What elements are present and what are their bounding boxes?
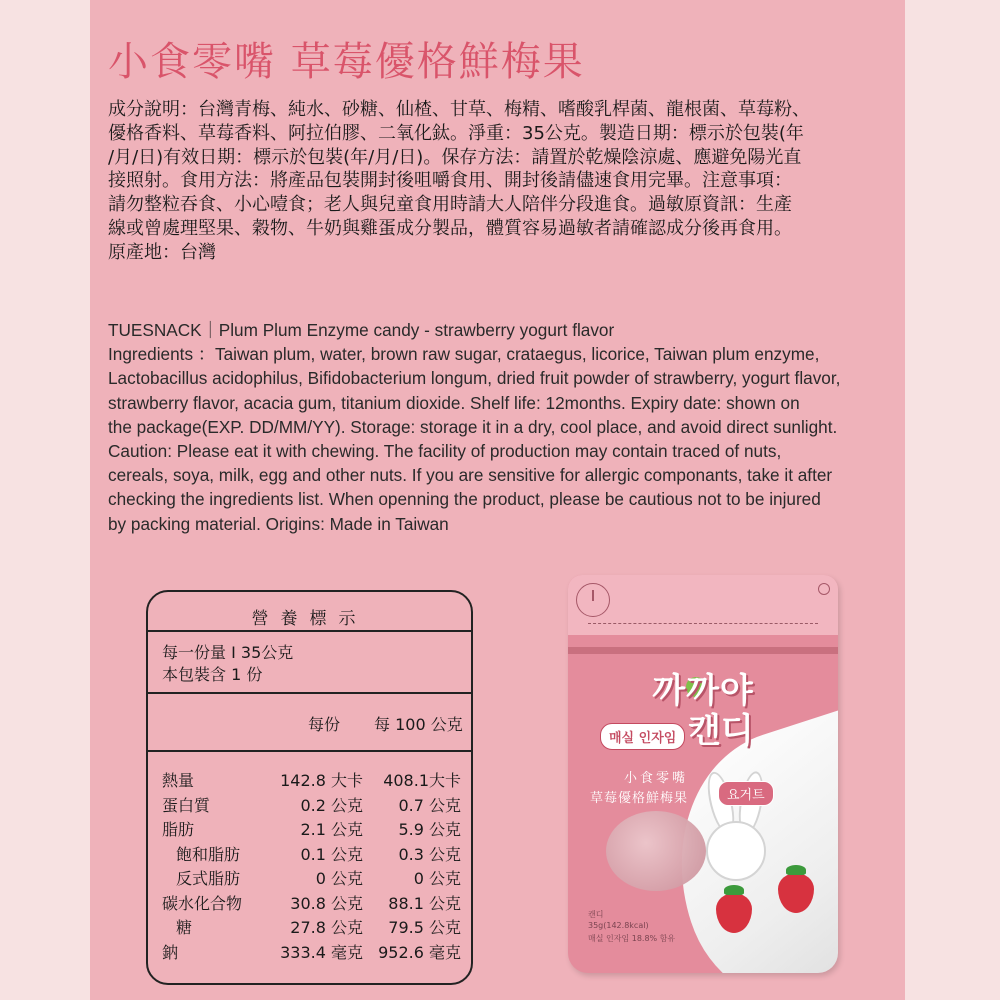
per-serving-value: 0 公克 (315, 869, 363, 888)
per-serving-value: 0.2 公克 (300, 795, 363, 815)
hang-hole-icon (818, 583, 830, 595)
per-100g-value: 952.6 毫克 (378, 942, 461, 962)
nutrition-row (148, 793, 471, 818)
per-100g-value: 5.9 公克 (398, 820, 461, 839)
chinese-description (108, 98, 898, 265)
zipper (568, 647, 838, 654)
english-description (108, 318, 898, 536)
nutrition-row (148, 866, 471, 891)
per-serving-value: 333.4 毫克 (280, 942, 363, 962)
nutrition-row (148, 768, 471, 793)
en-line: TUESNACK｜Plum Plum Enzyme candy - strawberry yogurt flavor (108, 320, 615, 340)
nutrient-label: 糖 (176, 918, 193, 937)
en-line: cereals, soya, milk, egg and other nuts. If you are sensitive for allergic componants, take it after (108, 465, 833, 486)
nutrition-row (148, 940, 471, 965)
zh-line: 成分說明：台灣青梅、純水、砂糖、仙楂、甘草、梅精、嗜酸乳桿菌、龍根菌、草莓粉、 (108, 99, 810, 120)
en-line: Ingredients ：Taiwan plum, water, brown raw sugar, crataegus, licorice, Taiwan plum enzyme, (108, 344, 820, 365)
package-body (568, 575, 838, 973)
nutrient-label: 脂肪 (162, 820, 195, 839)
nutrient-label: 碳水化合物 (162, 893, 243, 913)
nutrition-row (148, 817, 471, 842)
nutrient-label: 反式脂肪 (176, 869, 241, 888)
nutrition-row (148, 915, 471, 940)
per-serving-value: 2.1 公克 (300, 820, 363, 839)
nutrient-label: 熱量 (162, 771, 195, 790)
en-line: Caution: Please eat it with chewing. The facility of production may contain traced of nuts, (108, 441, 782, 462)
per-100g-value: 0 公克 (413, 869, 461, 888)
package-flavor-badge: 요거트 (718, 781, 774, 806)
per-100g-value: 79.5 公克 (388, 918, 461, 937)
serving-size: 每一份量 I 35公克 (162, 643, 294, 662)
product-title: 小食零嘴 草莓優格鮮梅果 (108, 39, 585, 85)
zh-line: 優格香料、草莓香料、阿拉伯膠、二氧化鈦。淨重：35公克。製造日期：標示於包裝(年 (108, 122, 804, 144)
clock-logo-icon (576, 583, 610, 617)
per-100g-value: 0.3 公克 (398, 844, 461, 864)
servings-per-pack: 本包裝含 1 份 (162, 665, 263, 684)
en-line: by packing material. Origins: Made in Taiwan (108, 513, 449, 534)
en-line: checking the ingredients list. When openning the product, please be cautious not to be injured (108, 489, 821, 510)
zh-line: /月/日)有效日期：標示於包裝(年/月/日)。保存方法：請置於乾燥陰涼處、應避免陽光直 (108, 146, 802, 168)
nutrient-label: 鈉 (162, 942, 179, 962)
per-100g-value: 0.7 公克 (398, 795, 461, 815)
en-line: strawberry flavor, acacia gum, titanium dioxide. Shelf life: 12months. Expiry date: shown on (108, 392, 800, 413)
per-100g-value: 88.1 公克 (388, 893, 461, 913)
divider (148, 750, 471, 752)
package-brand: 까까야 (652, 671, 754, 711)
nutrient-label: 飽和脂肪 (176, 844, 241, 864)
nutrition-title: 營養標示 (251, 609, 368, 629)
package-small-text: 매실 인자임 18.8% 함유 (588, 934, 676, 943)
package-sticker: 매실 인자임 (600, 723, 685, 750)
divider (148, 692, 471, 694)
per-serving-value: 27.8 公克 (290, 918, 363, 937)
en-line: the package(EXP. DD/MM/YY). Storage: storage it in a dry, cool place, and avoid direct sunlight. (108, 416, 838, 437)
col-per-100g: 每 100 公克 (374, 715, 463, 734)
candy-window (606, 811, 706, 891)
nutrition-rows (148, 768, 471, 964)
zh-line: 線或曾處理堅果、穀物、牛奶與雞蛋成分製品，體質容易過敏者請確認成分後再食用。 (108, 217, 792, 239)
nutrition-facts-table (146, 590, 473, 985)
nutrition-row (148, 891, 471, 916)
package-small-text: 35g(142.8kcal) (588, 921, 649, 930)
nutrition-row (148, 842, 471, 867)
package-small-text: 캔디 (588, 910, 604, 919)
tear-line (588, 623, 818, 624)
per-100g-value: 408.1大卡 (383, 771, 461, 790)
col-per-serving: 每份 (308, 715, 341, 734)
serving-info (162, 642, 293, 686)
package-brand-line2: 캔디 (688, 711, 754, 751)
product-package-image (568, 575, 838, 975)
zh-line: 請勿整粒吞食、小心噎食；老人與兒童食用時請大人陪伴分段進食。過敏原資訊：生產 (108, 194, 792, 216)
package-zh-line2: 草莓優格鮮梅果 (590, 791, 689, 806)
bunny-icon (706, 821, 766, 881)
zh-line: 接照射。食用方法：將產品包裝開封後咀嚼食用、開封後請儘速食用完畢。注意事項： (108, 170, 792, 192)
package-zh-line1: 小食零嘴 (624, 771, 689, 786)
nutrient-label: 蛋白質 (162, 795, 211, 815)
per-serving-value: 142.8 大卡 (280, 771, 363, 790)
divider (148, 630, 471, 632)
per-serving-value: 0.1 公克 (300, 844, 363, 864)
en-line: Lactobacillus acidophilus, Bifidobacterium longum, dried fruit powder of strawberry, yogurt flavor, (108, 368, 841, 389)
per-serving-value: 30.8 公克 (290, 893, 363, 913)
zh-line: 原產地：台灣 (108, 241, 216, 263)
